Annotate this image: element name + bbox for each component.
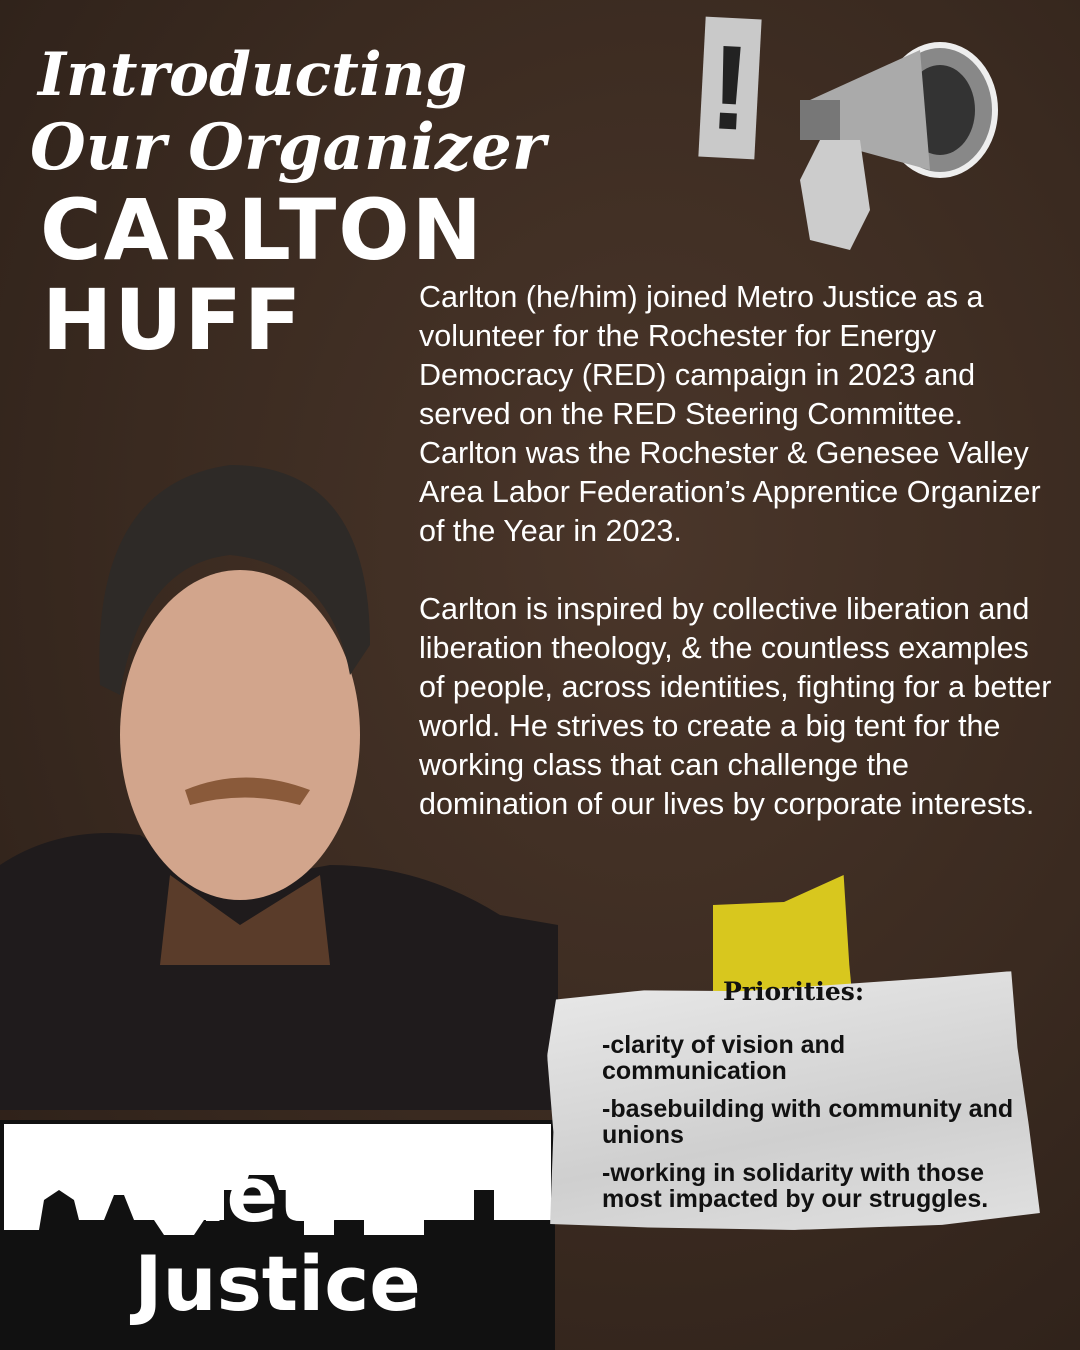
megaphone-icon <box>780 30 1010 260</box>
bio-paragraph-1: Carlton (he/him) joined Metro Justice as a volunteer for the Rochester for Energy Democracy (RED) campaign in 2023 and served on the RED Steering Committee. Carlton was the Rochester & Genesee Valley Area Labor Federation’s Apprentice Organizer of the Year in 2023. <box>419 280 1041 548</box>
title-line-2: Our Organizer <box>30 110 546 185</box>
priorities-list <box>602 1032 1032 1224</box>
priority-item: -working in solidarity with those most impacted by our struggles. <box>602 1159 989 1213</box>
logo-text: Metro Justice <box>134 1150 421 1328</box>
priority-item: -basebuilding with community and unions <box>602 1095 1014 1149</box>
bio-paragraph-2: Carlton is inspired by collective liberation and liberation theology, & the countless examples of people, across identities, fighting for a better world. He strives to create a big tent for the working class that can challenge the domination of our lives by corporate interests. <box>419 592 1052 821</box>
organizer-photo <box>0 445 558 1110</box>
title-line-1: Introducting <box>38 40 468 110</box>
metro-justice-logo <box>0 1120 555 1350</box>
priorities-title: Priorities: <box>723 977 865 1006</box>
organizer-first-name: CARLTON <box>40 181 484 279</box>
priority-item: -clarity of vision and communication <box>602 1031 846 1085</box>
exclamation-icon: ! <box>698 17 761 160</box>
organizer-last-name: HUFF <box>42 271 304 369</box>
